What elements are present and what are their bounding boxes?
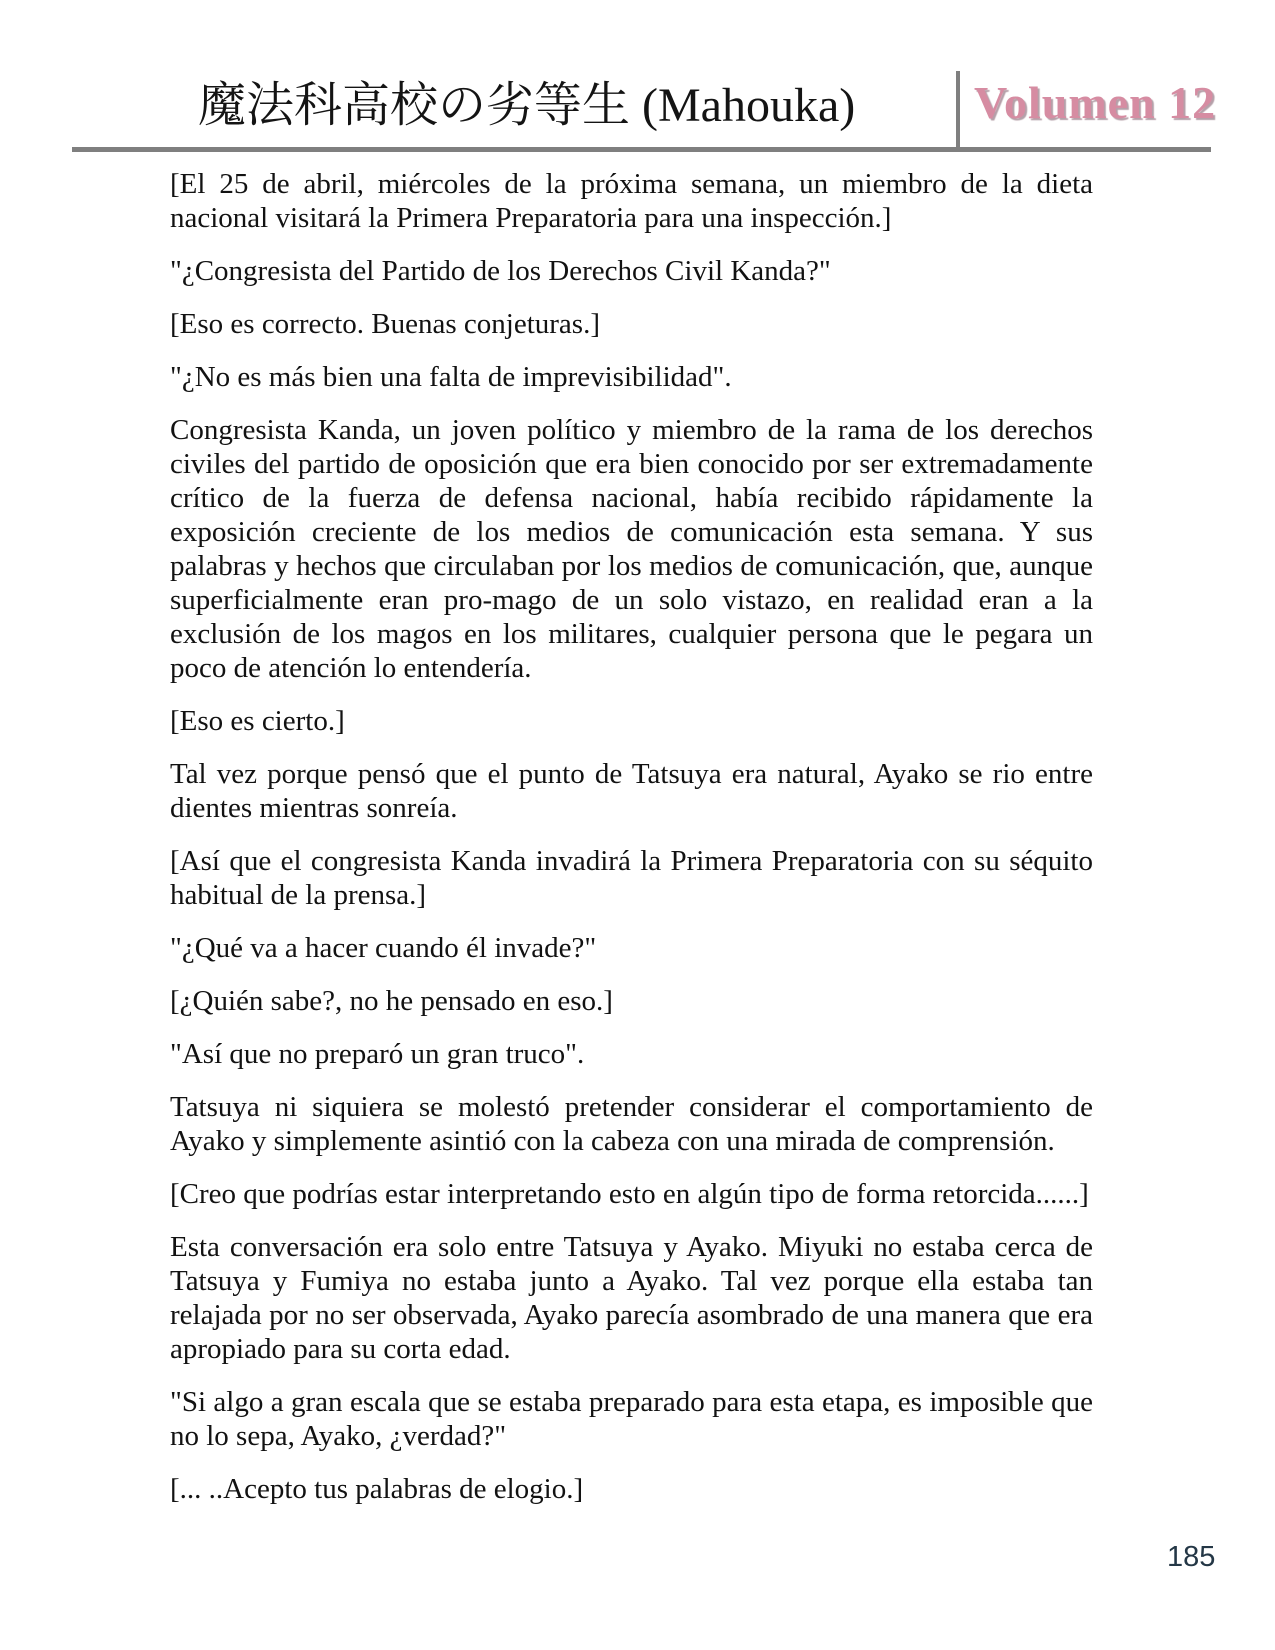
paragraph: [¿Quién sabe?, no he pensado en eso.] [170, 985, 613, 1017]
paragraph: "¿Qué va a hacer cuando él invade?" [170, 932, 597, 964]
paragraph: [El 25 de abril, miércoles de la próxima semana, un miembro de la dieta nacional visitará la Primera Preparatoria para una inspección.] [170, 168, 1093, 234]
header-rule [72, 147, 1211, 152]
paragraph: Congresista Kanda, un joven político y miembro de la rama de los derechos civiles del partido de oposición que era bien conocido por ser extremadamente crítico de la fuerza de defensa nacional, había recibido rápidamente la exposición creciente de los medios de comunicación esta semana. Y sus palabras y hechos que circulaban por los medios de comunicación, que, aunque superficialmente eran pro-mago de un solo vistazo, en realidad eran a la exclusión de los magos en los militares, cualquier persona que le pegara un poco de atención lo entendería. [170, 414, 1093, 684]
volume-label: Volumen 12 [974, 77, 1217, 128]
paragraph: Esta conversación era solo entre Tatsuya y Ayako. Miyuki no estaba cerca de Tatsuya y Fumiya no estaba junto a Ayako. Tal vez porque ella estaba tan relajada por no ser observada, Ayako parecía asombrado de una manera que era apropiado para su corta edad. [170, 1231, 1093, 1365]
paragraph: "¿Congresista del Partido de los Derechos Civil Kanda?" [170, 255, 831, 287]
paragraph: [Eso es correcto. Buenas conjeturas.] [170, 308, 601, 340]
paragraph: Tal vez porque pensó que el punto de Tatsuya era natural, Ayako se rio entre dientes mientras sonreía. [170, 758, 1093, 824]
header-divider [956, 71, 960, 152]
paragraph: [Así que el congresista Kanda invadirá la Primera Preparatoria con su séquito habitual de la prensa.] [170, 845, 1093, 911]
body-text [170, 167, 1093, 1525]
paragraph: [Creo que podrías estar interpretando esto en algún tipo de forma retorcida......] [170, 1178, 1089, 1210]
paragraph: "Así que no preparó un gran truco". [170, 1038, 585, 1070]
paragraph: [Eso es cierto.] [170, 705, 345, 737]
paragraph: "¿No es más bien una falta de imprevisibilidad". [170, 361, 732, 393]
paragraph: [... ..Acepto tus palabras de elogio.] [170, 1473, 584, 1505]
paragraph: Tatsuya ni siquiera se molestó pretender considerar el comportamiento de Ayako y simplemente asintió con la cabeza con una mirada de comprensión. [170, 1091, 1093, 1157]
document-title: 魔法科高校の劣等生 (Mahouka) [198, 79, 856, 132]
page-number: 185 [1167, 1541, 1216, 1573]
paragraph: "Si algo a gran escala que se estaba preparado para esta etapa, es imposible que no lo sepa, Ayako, ¿verdad?" [170, 1386, 1093, 1452]
